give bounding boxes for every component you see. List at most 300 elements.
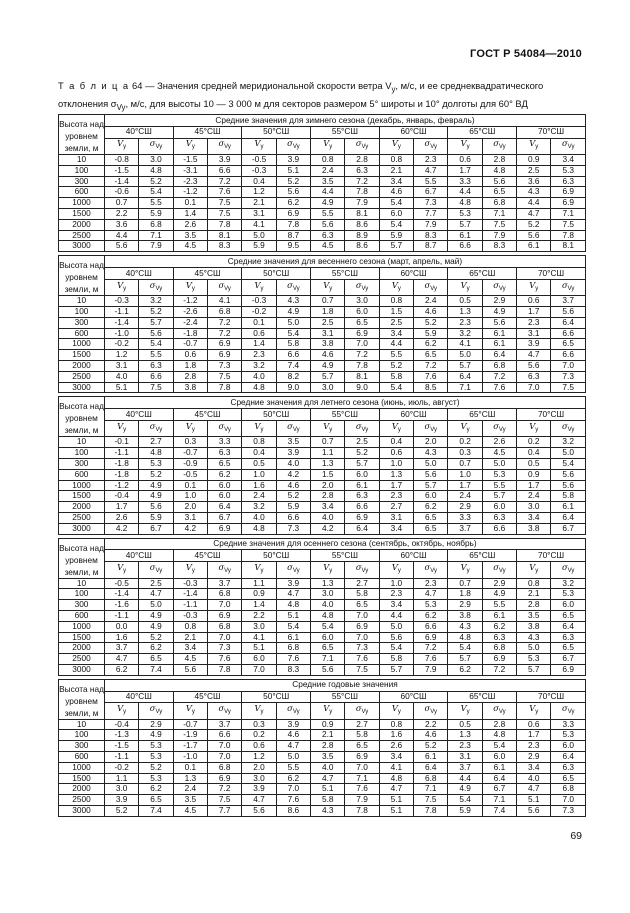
v-value-cell: 1.0 [448, 469, 482, 480]
symbol-subscript: Vy [567, 709, 575, 716]
v-value-cell: -1.5 [105, 741, 139, 752]
latitude-header: 55°СШ [311, 691, 380, 703]
sigma-value-cell: 7.6 [414, 654, 448, 665]
symbol-subscript: Vy [498, 567, 506, 574]
sigma-value-cell: 5.6 [139, 502, 173, 513]
sigma-value-cell: 5.9 [414, 328, 448, 339]
v-value-cell: 5.9 [242, 241, 276, 252]
symbol-subscript: y [397, 144, 401, 151]
v-value-cell: 1.8 [173, 360, 207, 371]
sigma-value-cell: 6.8 [208, 589, 242, 600]
height-cell: 100 [59, 306, 105, 317]
symbol-v: V [323, 420, 330, 431]
sigma-value-cell: 6.8 [208, 621, 242, 632]
v-value-cell: 2.6 [105, 512, 139, 523]
symbol-v: V [529, 138, 536, 149]
column-v [173, 421, 207, 437]
symbol-sigma: σ [149, 279, 156, 290]
v-value-cell: 2.2 [105, 208, 139, 219]
v-value-cell: -0.2 [242, 306, 276, 317]
symbol-subscript: y [397, 567, 401, 574]
column-v [448, 562, 482, 578]
v-value-cell: 2.8 [517, 600, 551, 611]
symbol-sigma: σ [561, 561, 568, 572]
symbol-subscript: y [466, 144, 470, 151]
column-sigma [551, 562, 585, 578]
v-value-cell: 1.3 [173, 773, 207, 784]
symbol-v: V [185, 279, 192, 290]
v-value-cell: 5.7 [448, 360, 482, 371]
v-value-cell: 4.4 [105, 230, 139, 241]
symbol-v: V [254, 420, 261, 431]
column-v [242, 138, 276, 154]
sigma-value-cell: 7.2 [482, 371, 516, 382]
v-value-cell: 4.4 [379, 610, 413, 621]
symbol-subscript: Vy [155, 144, 163, 151]
v-value-cell: 2.3 [379, 491, 413, 502]
column-v [105, 279, 139, 295]
table-row [59, 502, 586, 513]
height-cell: 1000 [59, 621, 105, 632]
v-value-cell: 3.1 [448, 752, 482, 763]
v-value-cell: 0.5 [517, 458, 551, 469]
sigma-value-cell: 6.5 [414, 523, 448, 534]
height-cell: 600 [59, 328, 105, 339]
symbol-subscript: y [329, 144, 333, 151]
sigma-value-cell: 7.9 [482, 230, 516, 241]
sigma-value-cell: 6.5 [345, 600, 379, 611]
symbol-subscript: Vy [361, 426, 369, 433]
sigma-value-cell: 4.9 [482, 589, 516, 600]
sigma-value-cell: 5.3 [551, 165, 586, 176]
sigma-value-cell: 4.7 [414, 165, 448, 176]
sigma-value-cell: 6.3 [139, 360, 173, 371]
sigma-value-cell: 4.6 [414, 306, 448, 317]
sigma-value-cell: 6.3 [551, 632, 585, 643]
sigma-value-cell: 8.7 [414, 241, 448, 252]
sigma-value-cell: 4.8 [276, 600, 310, 611]
column-v [311, 279, 345, 295]
column-sigma [551, 138, 586, 154]
v-value-cell: -0.6 [105, 187, 139, 198]
v-value-cell: -0.7 [173, 719, 207, 730]
v-value-cell: -1.9 [173, 730, 207, 741]
v-value-cell: 5.5 [311, 208, 345, 219]
v-value-cell: 7.1 [448, 382, 482, 393]
symbol-sigma: σ [355, 279, 362, 290]
sigma-value-cell: 7.0 [208, 632, 242, 643]
v-value-cell: 3.2 [242, 360, 276, 371]
symbol-v: V [254, 138, 261, 149]
v-value-cell: 0.9 [517, 155, 551, 166]
v-value-cell: 4.7 [242, 795, 276, 806]
v-value-cell: -1.1 [105, 306, 139, 317]
v-value-cell: -1.4 [105, 317, 139, 328]
symbol-subscript: Vy [292, 567, 300, 574]
v-value-cell: 4.7 [379, 784, 413, 795]
v-value-cell: 4.4 [448, 773, 482, 784]
sigma-value-cell: 4.7 [139, 589, 173, 600]
sigma-value-cell: 6.5 [345, 317, 379, 328]
height-cell: 600 [59, 752, 105, 763]
latitude-header: 70°СШ [517, 691, 586, 703]
table-row [59, 382, 586, 393]
latitude-header: 60°СШ [379, 550, 448, 562]
latitude-header: 65°СШ [448, 268, 517, 280]
v-value-cell: 0.8 [242, 437, 276, 448]
sigma-value-cell: 5.2 [345, 448, 379, 459]
sigma-value-cell: 8.3 [208, 241, 242, 252]
sigma-value-cell: 3.0 [139, 155, 173, 166]
sigma-value-cell: 6.5 [482, 187, 516, 198]
v-value-cell: 0.2 [517, 437, 551, 448]
season-title: Средние значения для весеннего сезона (март, апрель, май) [105, 256, 586, 268]
v-value-cell: 1.7 [517, 480, 551, 491]
symbol-subscript: y [191, 567, 195, 574]
sigma-value-cell: 3.9 [276, 719, 310, 730]
v-value-cell: 1.7 [517, 730, 551, 741]
v-value-cell: 5.4 [379, 198, 413, 209]
column-v [105, 703, 139, 719]
symbol-sigma: σ [424, 561, 431, 572]
column-v [105, 138, 139, 154]
v-value-cell: 0.8 [517, 578, 551, 589]
sigma-value-cell: 5.6 [551, 480, 585, 491]
v-value-cell: 2.1 [173, 632, 207, 643]
sigma-value-cell: 7.6 [345, 784, 379, 795]
v-value-cell: 2.0 [311, 480, 345, 491]
symbol-subscript: y [535, 426, 539, 433]
v-value-cell: 4.6 [379, 187, 413, 198]
symbol-subscript: Vy [430, 709, 437, 716]
height-cell: 100 [59, 448, 105, 459]
table-label: Т а б л и ц а [58, 80, 130, 91]
sigma-value-cell: 4.9 [139, 621, 173, 632]
sigma-value-cell: 4.9 [276, 306, 310, 317]
symbol-v: V [254, 561, 261, 572]
height-cell: 2000 [59, 502, 105, 513]
v-value-cell: 3.1 [242, 208, 276, 219]
symbol-subscript: y [466, 567, 470, 574]
v-value-cell: 3.0 [105, 784, 139, 795]
v-value-cell: 0.8 [311, 155, 345, 166]
height-cell: 2500 [59, 654, 105, 665]
v-value-cell: 4.5 [173, 806, 207, 817]
table-row [59, 306, 586, 317]
v-value-cell: 4.9 [448, 784, 482, 795]
sigma-value-cell: 7.9 [345, 198, 379, 209]
sigma-value-cell: 5.3 [551, 730, 586, 741]
sigma-value-cell: 6.9 [551, 198, 586, 209]
symbol-sigma: σ [424, 420, 431, 431]
v-value-cell: 3.5 [517, 610, 551, 621]
table-row [59, 360, 586, 371]
sigma-value-cell: 6.9 [551, 187, 586, 198]
sigma-value-cell: 2.4 [414, 296, 448, 307]
column-sigma [482, 138, 516, 154]
table-row [59, 458, 586, 469]
symbol-v: V [185, 138, 192, 149]
symbol-subscript: y [191, 426, 195, 433]
sigma-value-cell: 7.0 [345, 762, 379, 773]
sigma-value-cell: 5.2 [139, 306, 173, 317]
table-row [59, 654, 586, 665]
sigma-value-cell: 6.2 [414, 502, 448, 513]
v-value-cell: 5.6 [105, 241, 139, 252]
v-value-cell: 6.2 [448, 664, 482, 675]
table-row [59, 339, 586, 350]
sigma-value-cell: 3.2 [551, 437, 585, 448]
sigma-value-cell: 7.5 [139, 382, 173, 393]
v-value-cell: 5.3 [448, 208, 482, 219]
v-value-cell: 0.7 [311, 296, 345, 307]
sigma-value-cell: 5.6 [482, 176, 516, 187]
sigma-value-cell: 5.0 [276, 317, 310, 328]
table-row [59, 752, 586, 763]
column-sigma [139, 562, 173, 578]
latitude-header: 40°СШ [105, 691, 174, 703]
sigma-value-cell: 6.9 [208, 339, 242, 350]
v-value-cell: -0.3 [173, 610, 207, 621]
symbol-subscript: y [329, 285, 333, 292]
column-sigma [414, 138, 448, 154]
symbol-subscript: Vy [430, 144, 437, 151]
symbol-sigma: σ [149, 420, 156, 431]
sigma-value-cell: 6.4 [551, 317, 585, 328]
caption-sub-1: y [391, 84, 396, 94]
column-sigma [345, 562, 379, 578]
sigma-value-cell: 5.3 [139, 741, 173, 752]
symbol-v: V [323, 138, 330, 149]
column-v [517, 279, 551, 295]
v-value-cell: 4.8 [311, 610, 345, 621]
column-v [173, 562, 207, 578]
symbol-sigma: σ [218, 279, 225, 290]
v-value-cell: 4.7 [105, 654, 139, 665]
latitude-header: 45°СШ [173, 550, 242, 562]
column-sigma [276, 703, 310, 719]
sigma-value-cell: 7.5 [551, 382, 585, 393]
v-value-cell: 6.1 [448, 230, 482, 241]
v-value-cell: -1.6 [105, 600, 139, 611]
sigma-value-cell: 6.5 [139, 654, 173, 665]
latitude-header: 65°СШ [448, 409, 517, 421]
sigma-value-cell: 6.6 [276, 350, 310, 361]
symbol-sigma: σ [561, 420, 568, 431]
v-value-cell: 1.4 [242, 339, 276, 350]
sigma-value-cell: 3.4 [551, 155, 586, 166]
sigma-value-cell: 2.6 [482, 437, 516, 448]
symbol-subscript: Vy [430, 426, 437, 433]
sigma-value-cell: 8.6 [345, 241, 379, 252]
symbol-sigma: σ [287, 279, 293, 290]
v-value-cell: 5.7 [517, 664, 551, 675]
v-value-cell: 3.0 [242, 621, 276, 632]
sigma-value-cell: 7.2 [208, 328, 242, 339]
sigma-value-cell: 3.7 [208, 578, 242, 589]
v-value-cell: 4.0 [242, 512, 276, 523]
symbol-v: V [254, 703, 261, 714]
sigma-value-cell: 7.2 [345, 176, 379, 187]
sigma-value-cell: 5.6 [482, 317, 516, 328]
symbol-subscript: Vy [224, 285, 231, 292]
symbol-subscript: y [123, 709, 127, 716]
sigma-value-cell: 6.6 [482, 523, 516, 534]
v-value-cell: 3.7 [448, 762, 482, 773]
symbol-sigma: σ [218, 703, 225, 714]
v-value-cell: 1.3 [311, 458, 345, 469]
sigma-value-cell: 7.3 [414, 198, 448, 209]
sigma-value-cell: 2.0 [414, 437, 448, 448]
sigma-value-cell: 7.5 [208, 208, 242, 219]
v-value-cell: 5.0 [379, 621, 413, 632]
latitude-header: 65°СШ [448, 550, 517, 562]
sigma-value-cell: 5.9 [139, 208, 173, 219]
symbol-subscript: Vy [361, 567, 369, 574]
season-title: Средние значения для осеннего сезона (сентябрь, октябрь, ноябрь) [105, 538, 586, 550]
symbol-subscript: y [123, 567, 127, 574]
symbol-v: V [323, 279, 330, 290]
symbol-v: V [529, 420, 536, 431]
v-value-cell: 5.9 [379, 230, 413, 241]
v-value-cell: -0.7 [173, 339, 207, 350]
height-cell: 300 [59, 600, 105, 611]
symbol-sigma: σ [287, 138, 293, 149]
latitude-header: 45°СШ [173, 409, 242, 421]
v-value-cell: 5.2 [517, 219, 551, 230]
sigma-value-cell: 6.2 [482, 621, 516, 632]
v-value-cell: 0.4 [517, 448, 551, 459]
sigma-value-cell: 7.1 [551, 208, 586, 219]
v-value-cell: 2.4 [517, 491, 551, 502]
column-v [311, 138, 345, 154]
column-sigma [345, 703, 379, 719]
v-value-cell: 5.4 [379, 643, 413, 654]
column-v [517, 138, 551, 154]
latitude-header: 50°СШ [242, 691, 311, 703]
sigma-value-cell: 7.7 [208, 806, 242, 817]
v-value-cell: -1.1 [105, 448, 139, 459]
v-value-cell: 0.8 [379, 296, 413, 307]
v-value-cell: 3.4 [517, 762, 551, 773]
symbol-subscript: Vy [361, 144, 369, 151]
sigma-value-cell: 7.8 [345, 360, 379, 371]
v-value-cell: 6.6 [448, 241, 482, 252]
sigma-value-cell: 7.0 [551, 360, 585, 371]
sigma-value-cell: 5.5 [414, 176, 448, 187]
sigma-value-cell: 3.9 [276, 448, 310, 459]
sigma-value-cell: 4.6 [276, 730, 310, 741]
symbol-sigma: σ [287, 703, 293, 714]
sigma-value-cell: 6.5 [551, 610, 585, 621]
sigma-value-cell: 6.5 [208, 458, 242, 469]
v-value-cell: 4.4 [379, 339, 413, 350]
column-sigma [139, 138, 173, 154]
sigma-value-cell: 2.3 [414, 155, 448, 166]
symbol-subscript: Vy [498, 144, 506, 151]
sigma-value-cell: 5.7 [139, 317, 173, 328]
v-value-cell: 4.5 [173, 241, 207, 252]
v-value-cell: -0.2 [105, 339, 139, 350]
v-value-cell: 0.3 [448, 448, 482, 459]
caption-sub-2: Vy [116, 102, 126, 112]
sigma-value-cell: 6.7 [551, 523, 585, 534]
symbol-v: V [529, 703, 536, 714]
v-value-cell: -0.2 [105, 762, 139, 773]
v-value-cell: 3.5 [311, 176, 345, 187]
sigma-value-cell: 6.6 [276, 512, 310, 523]
v-value-cell: 2.0 [173, 502, 207, 513]
sigma-value-cell: 6.1 [482, 762, 516, 773]
symbol-subscript: Vy [224, 144, 231, 151]
caption-text-1: — Значения средней меридиональной скорости ветра V [142, 80, 392, 91]
v-value-cell: 0.6 [173, 350, 207, 361]
sigma-value-cell: 4.8 [482, 730, 516, 741]
v-value-cell: 2.1 [379, 165, 413, 176]
sigma-value-cell: 6.2 [208, 469, 242, 480]
column-v [517, 421, 551, 437]
sigma-value-cell: 5.0 [276, 752, 310, 763]
sigma-value-cell: 5.5 [482, 600, 516, 611]
v-value-cell: 0.9 [311, 719, 345, 730]
v-value-cell: 1.0 [379, 458, 413, 469]
symbol-v: V [117, 420, 124, 431]
column-sigma [208, 279, 242, 295]
sigma-value-cell: 6.9 [345, 328, 379, 339]
symbol-sigma: σ [218, 420, 225, 431]
sigma-value-cell: 6.4 [345, 523, 379, 534]
symbol-subscript: Vy [567, 567, 575, 574]
v-value-cell: 6.5 [311, 643, 345, 654]
height-column-header: Высота над уровнем земли, м [59, 397, 105, 437]
sigma-value-cell: 2.5 [345, 437, 379, 448]
v-value-cell: 3.6 [517, 176, 551, 187]
table-row [59, 523, 586, 534]
caption-text-2: , м/с, и ее среднеквадратического отклонения σ [58, 80, 544, 109]
symbol-subscript: Vy [498, 285, 506, 292]
column-v [242, 421, 276, 437]
v-value-cell: -1.4 [105, 589, 139, 600]
table-row [59, 512, 586, 523]
sigma-value-cell: 7.3 [276, 523, 310, 534]
height-cell: 100 [59, 165, 105, 176]
v-value-cell: 0.3 [242, 719, 276, 730]
v-value-cell: 4.4 [517, 198, 551, 209]
v-value-cell: 4.7 [517, 208, 551, 219]
column-sigma [345, 421, 379, 437]
v-value-cell: -1.2 [173, 187, 207, 198]
sigma-value-cell: 7.4 [482, 806, 516, 817]
table-row [59, 491, 586, 502]
sigma-value-cell: 5.7 [482, 491, 516, 502]
column-sigma [276, 279, 310, 295]
sigma-value-cell: 7.1 [345, 773, 379, 784]
table-row [59, 437, 586, 448]
v-value-cell: -0.3 [242, 296, 276, 307]
sigma-value-cell: 4.9 [139, 730, 173, 741]
v-value-cell: 6.0 [311, 632, 345, 643]
table-row [59, 806, 586, 817]
symbol-sigma: σ [355, 138, 362, 149]
height-cell: 1500 [59, 773, 105, 784]
column-v [517, 562, 551, 578]
symbol-subscript: y [535, 144, 539, 151]
height-cell: 1500 [59, 350, 105, 361]
sigma-value-cell: 2.9 [139, 719, 173, 730]
v-value-cell: 0.5 [242, 458, 276, 469]
sigma-value-cell: 6.6 [345, 502, 379, 513]
v-value-cell: 1.4 [173, 208, 207, 219]
